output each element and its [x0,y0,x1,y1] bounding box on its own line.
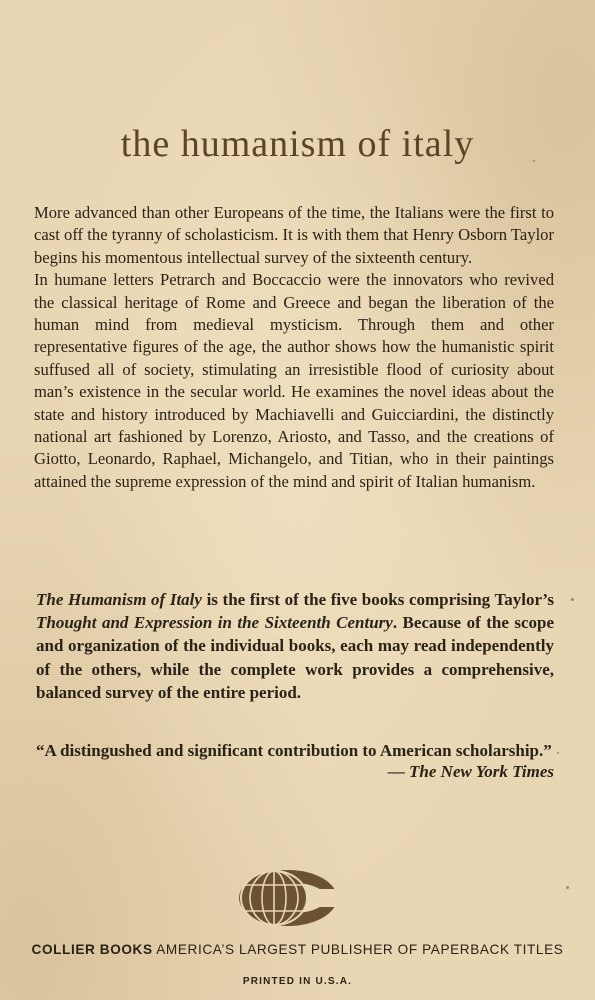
series-text-2: . Because of the scope and organization of the individual books, each may read independently of the others, while the complete work provides a comprehensive, balanced survey of the entire period. [36,613,554,702]
paper-speck [557,752,559,754]
printed-in: PRINTED IN U.S.A. [242,976,353,987]
attribution-dash: — [387,762,410,781]
series-description [36,588,554,704]
quote-attribution [388,762,554,782]
collier-books-logo [238,869,338,927]
synopsis [34,202,554,493]
review-quote: “A distingushed and significant contribution to American scholarship.” [36,741,552,760]
series-text-1: is the first of the five books comprising Taylor’s [201,590,554,609]
paper-speck [533,160,535,162]
series-title: Thought and Expression in the Sixteenth Century [36,613,393,633]
publisher-line [0,942,595,957]
publisher-tagline: AMERICA’S LARGEST PUBLISHER OF PAPERBACK TITLES [152,942,564,957]
paper-speck [566,886,569,889]
synopsis-paragraph-2: In humane letters Petrarch and Boccaccio were the innovators who revived the classical heritage of Rome and Greece and began the liberation of the human mind from medieval mysticism. Through them and other representative figures of the age, the author shows how the humanistic spirit suffused all of society, stimulating an irresistible flood of curiosity about man’s existence in the secular world. He examines the novel ideas about the state and history introduced by Machiavelli and Guicciardini, the distinctly national art fashioned by Lorenzo, Ariosto, and Tasso, and the creations of Giotto, Leonardo, Raphael, Michangelo, and Titian, who in their paintings attained the supreme expression of the mind and spirit of Italian humanism. [34,270,554,491]
book-title: the humanism of italy [120,123,475,165]
paper-speck [571,598,574,601]
book-title-italic: The Humanism of Italy [36,590,202,609]
quote-source-name: The New York Times [409,762,554,781]
synopsis-paragraph-1: More advanced than other Europeans of the time, the Italians were the first to cast off the tyranny of scholasticism. It is with them that Henry Osborn Taylor begins his momentous intellectual survey of the sixteenth century. [34,203,554,267]
publisher-name: COLLIER BOOKS [31,942,153,957]
